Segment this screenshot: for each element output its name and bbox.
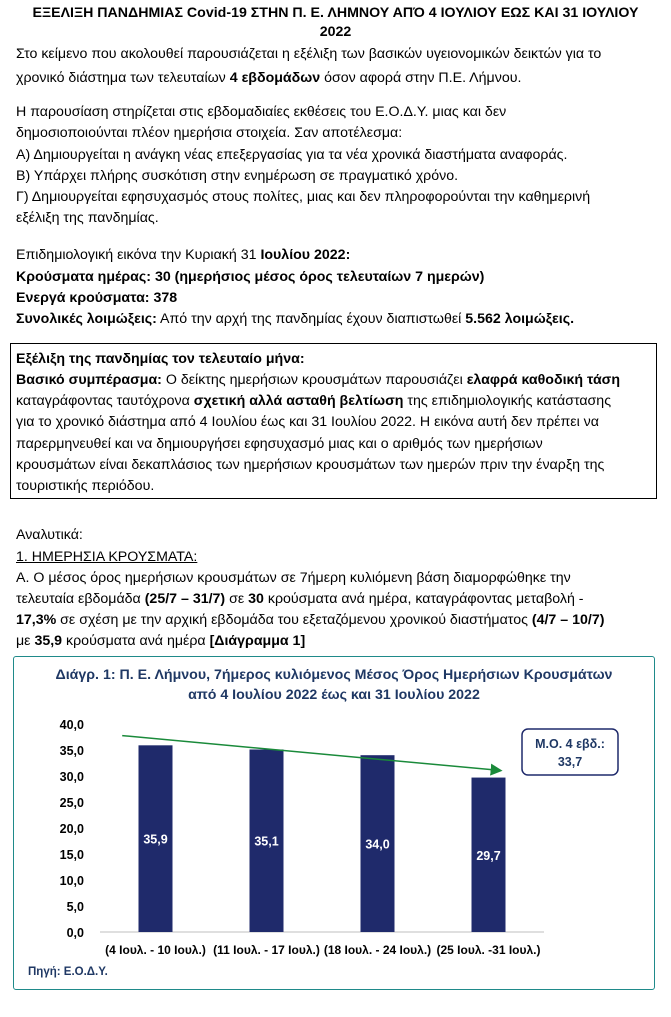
y-tick-label: 40,0 (59, 718, 84, 732)
y-tick-label: 25,0 (59, 796, 84, 810)
y-tick-label: 10,0 (59, 874, 84, 888)
intro-text: χρονικό διάστημα των τελευταίων 4 εβδομάδων όσον αφορά στην Π.Ε. Λήμνου. (16, 70, 522, 86)
intro-text: Η παρουσίαση στηρίζεται στις εβδομαδιαίες εκθέσεις του Ε.Ο.Δ.Υ. μιας και δεν (16, 104, 507, 120)
details-heading: Αναλυτικά: (16, 527, 83, 543)
x-tick-label: (25 Ιουλ. -31 Ιουλ.) (436, 943, 541, 957)
epi-heading: Επιδημιολογική εικόνα την Κυριακή 31 Ιουλίου 2022: (16, 247, 351, 263)
summary-text: καταγράφοντας ταυτόχρονα σχετική αλλά ασταθή βελτίωση της επιδημιολογικής κατάστασης (16, 393, 612, 409)
total-infections: Συνολικές λοιμώξεις: Από την αρχή της πανδημίας έχουν διαπιστωθεί 5.562 λοιμώξεις. (16, 311, 575, 327)
chart-source: Πηγή: Ε.Ο.Δ.Υ. (28, 966, 108, 978)
intro-text: Στο κείμενο που ακολουθεί παρουσιάζεται η εξέλιξη των βασικών υγειονομικών δεικτών για το (16, 46, 602, 62)
y-tick-label: 5,0 (66, 900, 84, 914)
document-title-line1: ΕΞΕΛΙΞΗ ΠΑΝΔΗΜΙΑΣ Covid-19 ΣΤΗΝ Π. Ε. ΛΗΜΝΟΥ ΑΠΌ 4 ΙΟΥΛΙΟΥ ΕΩΣ ΚΑΙ 31 ΙΟΥΛΙΟΥ (32, 5, 639, 21)
details-text: Α. Ο μέσος όρος ημερήσιων κρουσμάτων σε 7ήμερη κυλιόμενη βάση διαμορφώθηκε την (16, 570, 571, 586)
section-heading: 1. ΗΜΕΡΗΣΙΑ ΚΡΟΥΣΜΑΤΑ: (16, 549, 198, 565)
document-title-line2: 2022 (319, 24, 352, 40)
trend-line (122, 736, 499, 771)
intro-list-item: εξέλιξη της πανδημίας. (16, 210, 159, 226)
summary-text: τουριστικής περιόδου. (16, 478, 155, 494)
x-tick-label: (4 Ιουλ. - 10 Ιουλ.) (105, 943, 206, 957)
summary-text: για το χρονικό διάστημα από 4 Ιουλίου έως και 31 Ιουλίου 2022. Η εικόνα αυτή δεν πρέπει να (16, 414, 599, 430)
y-tick-label: 30,0 (59, 770, 84, 784)
chart-frame (13, 656, 655, 990)
active-cases: Ενεργά κρούσματα: 378 (16, 290, 178, 306)
bar-chart (14, 657, 654, 989)
y-tick-label: 0,0 (66, 926, 84, 940)
intro-list-item: Α) Δημιουργείται η ανάγκη νέας επεξεργασίας για τα νέα χρονικά διαστήματα αναφοράς. (16, 147, 568, 163)
summary-text: κρουσμάτων είναι δεκαπλάσιος των ημερήσιων κρουσμάτων των ημερών πριν την έναρξη της (16, 457, 605, 473)
bar-value-label: 35,1 (254, 834, 279, 849)
average-annotation-label: Μ.Ο. 4 εβδ.: (535, 737, 605, 751)
intro-text: δημοσιοποιούνται πλέον ημερήσια στοιχεία. Σαν αποτέλεσμα: (16, 125, 403, 141)
details-text: 17,3% σε σχέση με την αρχική εβδομάδα του εξεταζόμενου χρονικού διαστήματος (4/7 – 10/7) (16, 612, 605, 628)
bar-value-label: 35,9 (143, 832, 168, 847)
summary-text: Βασικό συμπέρασμα: Ο δείκτης ημερήσιων κρουσμάτων παρουσιάζει ελαφρά καθοδική τάση (16, 372, 621, 388)
chart-title-line2: από 4 Ιουλίου 2022 έως και 31 Ιουλίου 2022 (188, 687, 480, 703)
summary-text: παρερμηνευθεί και να δημιουργήσει εφησυχασμό μιας και ο αριθμός των ημερήσιων (16, 436, 543, 452)
intro-list-item: Γ) Δημιουργείται εφησυχασμός στους πολίτες, μιας και δεν πληροφορούνται την καθημερινή (16, 189, 591, 205)
x-tick-label: (11 Ιουλ. - 17 Ιουλ.) (213, 943, 320, 957)
y-tick-label: 20,0 (59, 822, 84, 836)
summary-heading: Εξέλιξη της πανδημίας τον τελευταίο μήνα: (16, 351, 305, 367)
chart-title-line1: Διάγρ. 1: Π. Ε. Λήμνου, 7ήμερος κυλιόμενος Μέσος Όρος Ημερήσιων Κρουσμάτων (55, 667, 613, 683)
details-text: τελευταία εβδομάδα (25/7 – 31/7) σε 30 κρούσματα ανά ημέρα, καταγράφοντας μεταβολή - (16, 591, 584, 607)
y-tick-label: 35,0 (59, 744, 84, 758)
bar-value-label: 29,7 (476, 848, 501, 863)
intro-list-item: Β) Υπάρχει πλήρης συσκότιση στην ενημέρωση σε πραγματικό χρόνο. (16, 168, 459, 184)
x-tick-label: (18 Ιουλ. - 24 Ιουλ.) (323, 943, 432, 957)
y-tick-label: 15,0 (59, 848, 84, 862)
details-text: με 35,9 κρούσματα ανά ημέρα [Διάγραμμα 1] (16, 633, 306, 649)
daily-cases: Κρούσματα ημέρας: 30 (ημερήσιος μέσος όρος τελευταίων 7 ημερών) (16, 269, 485, 285)
bar-value-label: 34,0 (365, 837, 390, 852)
average-annotation-value: 33,7 (557, 755, 583, 769)
